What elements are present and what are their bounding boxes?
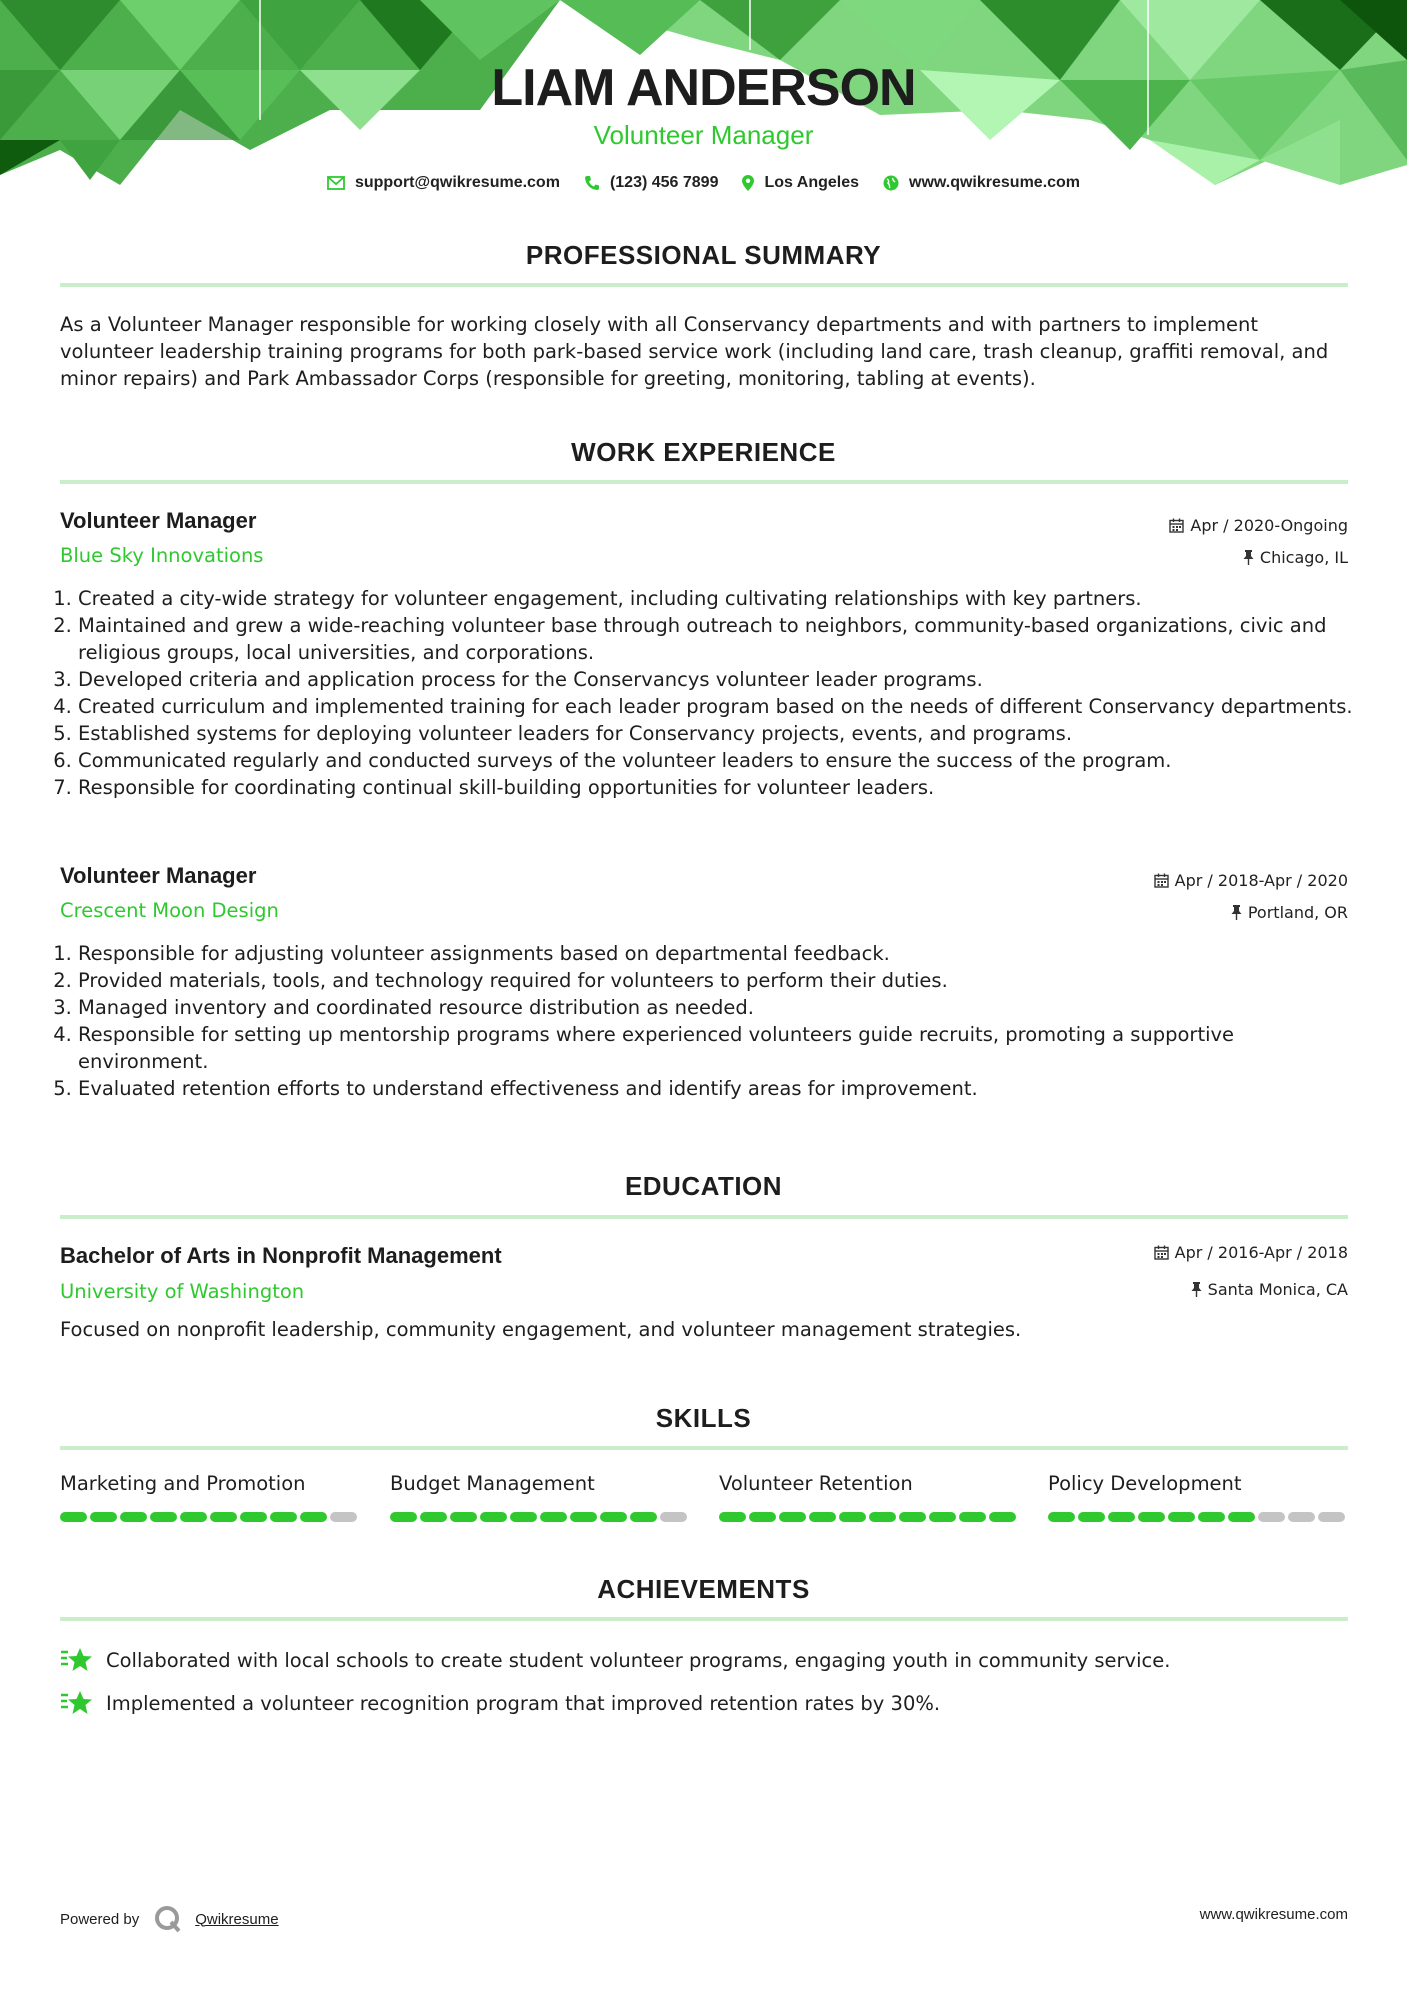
list-item: 1. Responsible for adjusting volunteer assignments based on departmental feedback. [78, 940, 1368, 967]
pushpin-icon [1191, 1282, 1202, 1297]
calendar-icon [1154, 873, 1169, 888]
skill-level-segment [330, 1512, 357, 1522]
education-date [1154, 1243, 1348, 1262]
qwikresume-logo-icon [153, 1904, 183, 1934]
list-item: 2. Provided materials, tools, and technology required for volunteers to perform their duties. [78, 967, 1368, 994]
experience-rule [60, 480, 1348, 484]
list-item: 2. Maintained and grew a wide-reaching volunteer base through outreach to neighbors, community-based organizations, civic and religious groups, local universities, and corporations. [78, 612, 1368, 666]
skill-level-segment [1168, 1512, 1195, 1522]
job-bullets [60, 585, 1368, 801]
skill-level-segment [150, 1512, 177, 1522]
summary-rule [60, 283, 1348, 287]
skill-name: Marketing and Promotion [60, 1472, 306, 1495]
skill-level-segment [959, 1512, 986, 1522]
calendar-icon [1169, 518, 1184, 533]
experience-heading: WORK EXPERIENCE [571, 437, 836, 467]
education-description: Focused on nonprofit leadership, community engagement, and volunteer management strategies. [60, 1318, 1022, 1341]
skills-rule [60, 1446, 1348, 1450]
summary-text: As a Volunteer Manager responsible for working closely with all Conservancy departments and with partners to implement volunteer leadership training programs for both park-based service work (including land care, trash cleanup, graffiti removal, and minor repairs) and Park Ambassador Corps (responsible for greeting, monitoring, tabling at events). [60, 313, 1329, 390]
list-item: 3. Developed criteria and application process for the Conservancys volunteer leader programs. [78, 666, 1368, 693]
list-item: 6. Communicated regularly and conducted surveys of the volunteer leaders to ensure the success of the program. [78, 747, 1368, 774]
list-item: 4. Responsible for setting up mentorship programs where experienced volunteers guide recruits, promoting a supportive environment. [78, 1021, 1368, 1075]
job-location [1231, 903, 1348, 922]
skill-level-segment [1198, 1512, 1225, 1522]
skill-level-segment [1228, 1512, 1255, 1522]
list-item: 5. Evaluated retention efforts to understand effectiveness and identify areas for improvement. [78, 1075, 1368, 1102]
contact-phone[interactable] [584, 174, 719, 192]
skill-level-segment [1048, 1512, 1075, 1522]
achievement-item [60, 1689, 940, 1717]
skill-level-segment [570, 1512, 597, 1522]
candidate-name: LIAM ANDERSON [491, 59, 916, 117]
skill-level-segment [1288, 1512, 1315, 1522]
skill-level-segment [450, 1512, 477, 1522]
skill-level-segment [390, 1512, 417, 1522]
job-date-text: Apr / 2018-Apr / 2020 [1174, 871, 1348, 890]
skill-level-segment [270, 1512, 297, 1522]
contact-bar [0, 174, 1407, 192]
calendar-icon [1154, 1245, 1169, 1260]
skill-level-bar [60, 1512, 360, 1522]
job-company: Blue Sky Innovations [60, 544, 264, 567]
skill-level-segment [480, 1512, 507, 1522]
job-date [1154, 871, 1348, 890]
skill-level-segment [510, 1512, 537, 1522]
location-text: Los Angeles [764, 174, 860, 191]
education-school: University of Washington [60, 1280, 305, 1303]
skill-level-segment [719, 1512, 746, 1522]
skill-level-segment [210, 1512, 237, 1522]
skill-level-bar [719, 1512, 1019, 1522]
skill-level-segment [929, 1512, 956, 1522]
achievements-rule [60, 1617, 1348, 1621]
achievement-text: Implemented a volunteer recognition program that improved retention rates by 30%. [106, 1691, 941, 1715]
skill-level-segment [600, 1512, 627, 1522]
map-pin-icon [742, 175, 754, 191]
skill-level-segment [809, 1512, 836, 1522]
skill-level-segment [240, 1512, 267, 1522]
list-item: 4. Created curriculum and implemented training for each leader program based on the needs of different Conservancy departments. [78, 693, 1368, 720]
education-location [1191, 1280, 1348, 1299]
skill-level-segment [630, 1512, 657, 1522]
pushpin-icon [1231, 905, 1242, 920]
contact-location [742, 174, 859, 192]
skill-level-segment [869, 1512, 896, 1522]
skill-level-segment [1318, 1512, 1345, 1522]
skill-level-segment [660, 1512, 687, 1522]
skill-level-segment [989, 1512, 1016, 1522]
footer-powered-by [60, 1904, 279, 1934]
skill-level-segment [1078, 1512, 1105, 1522]
job-title: Volunteer Manager [60, 508, 257, 533]
education-degree: Bachelor of Arts in Nonprofit Management [60, 1243, 502, 1268]
job-date-text: Apr / 2020-Ongoing [1190, 516, 1348, 535]
summary-heading: PROFESSIONAL SUMMARY [525, 240, 882, 270]
skill-level-segment [1258, 1512, 1285, 1522]
skill-level-segment [300, 1512, 327, 1522]
education-date-text: Apr / 2016-Apr / 2018 [1174, 1243, 1348, 1262]
powered-by-label: Powered by [60, 1910, 140, 1928]
skill-item [1048, 1472, 1348, 1495]
achievement-text: Collaborated with local schools to create student volunteer programs, engaging youth in community service. [106, 1648, 1171, 1672]
skill-level-segment [1138, 1512, 1165, 1522]
envelope-icon [327, 176, 345, 190]
job-location-text: Chicago, IL [1259, 548, 1348, 567]
skill-level-bar [1048, 1512, 1348, 1522]
education-location-text: Santa Monica, CA [1207, 1280, 1348, 1299]
skill-item [60, 1472, 360, 1495]
skill-level-segment [540, 1512, 567, 1522]
candidate-title: Volunteer Manager [593, 120, 814, 150]
footer-website[interactable]: www.qwikresume.com [1199, 1906, 1348, 1923]
skill-level-segment [899, 1512, 926, 1522]
brand-link[interactable]: Qwikresume [195, 1910, 279, 1928]
job-date [1169, 516, 1348, 535]
achievement-item [60, 1646, 1170, 1674]
job-company: Crescent Moon Design [60, 899, 279, 922]
skill-level-segment [420, 1512, 447, 1522]
skill-level-segment [749, 1512, 776, 1522]
achievements-heading: ACHIEVEMENTS [597, 1574, 810, 1604]
skill-name: Budget Management [390, 1472, 595, 1495]
education-heading: EDUCATION [624, 1171, 783, 1201]
contact-website[interactable] [883, 174, 1080, 192]
skill-level-segment [839, 1512, 866, 1522]
skill-name: Volunteer Retention [719, 1472, 913, 1495]
list-item: 3. Managed inventory and coordinated resource distribution as needed. [78, 994, 1368, 1021]
contact-email[interactable] [327, 174, 560, 192]
star-badge-icon [60, 1646, 94, 1674]
list-item: 7. Responsible for coordinating continual skill-building opportunities for volunteer leaders. [78, 774, 1368, 801]
job-location-text: Portland, OR [1247, 903, 1348, 922]
website-text: www.qwikresume.com [909, 174, 1081, 191]
globe-icon [883, 175, 899, 191]
education-rule [60, 1215, 1348, 1219]
pushpin-icon [1243, 550, 1254, 565]
skill-level-segment [120, 1512, 147, 1522]
email-text: support@qwikresume.com [354, 174, 560, 191]
list-item: 5. Established systems for deploying volunteer leaders for Conservancy projects, events, and programs. [78, 720, 1368, 747]
job-bullets [60, 940, 1368, 1102]
skill-level-segment [60, 1512, 87, 1522]
skill-level-segment [90, 1512, 117, 1522]
skill-level-segment [779, 1512, 806, 1522]
job-location [1243, 548, 1348, 567]
skill-item [719, 1472, 1019, 1495]
skill-level-segment [180, 1512, 207, 1522]
skill-name: Policy Development [1048, 1472, 1242, 1495]
skills-heading: SKILLS [655, 1403, 752, 1433]
job-title: Volunteer Manager [60, 863, 257, 888]
skill-item [390, 1472, 690, 1495]
phone-text: (123) 456 7899 [609, 174, 719, 191]
star-badge-icon [60, 1689, 94, 1717]
skill-level-segment [1108, 1512, 1135, 1522]
phone-icon [584, 175, 600, 191]
skill-level-bar [390, 1512, 690, 1522]
list-item: 1. Created a city-wide strategy for volunteer engagement, including cultivating relationships with key partners. [78, 585, 1368, 612]
